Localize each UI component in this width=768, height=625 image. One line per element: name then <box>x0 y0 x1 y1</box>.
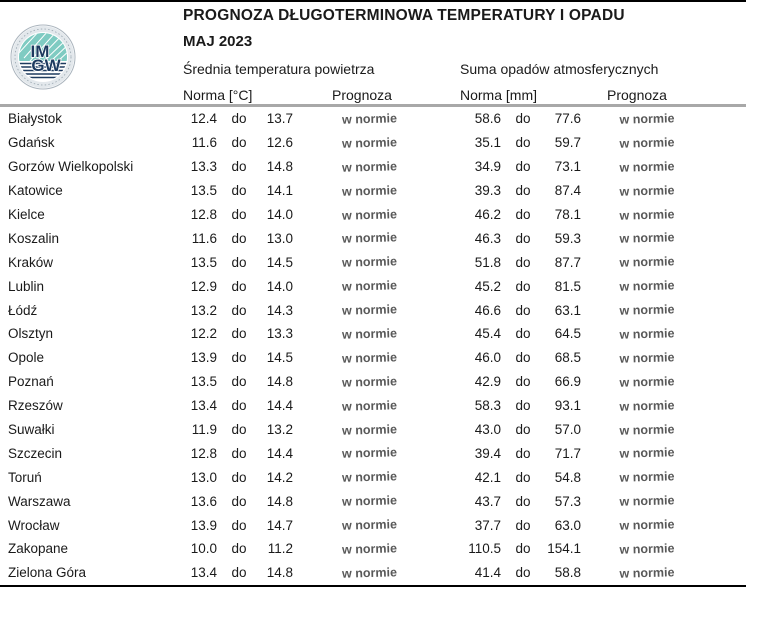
precip-norm-max: 87.4 <box>554 183 581 199</box>
temp-forecast-value: w normie <box>341 302 398 318</box>
temp-norm-min: 12.4 <box>190 111 217 127</box>
precip-norm-min: 41.4 <box>474 565 501 581</box>
precip-forecast-value: w normie <box>619 541 675 557</box>
forecast-table-row <box>0 513 768 537</box>
temp-norm-max: 13.0 <box>266 230 293 246</box>
precip-forecast-value: w normie <box>619 350 675 366</box>
precip-norm-max: 78.1 <box>554 207 581 222</box>
bottom-border-rule <box>0 585 746 587</box>
temp-norm-max: 14.8 <box>266 565 293 581</box>
logo-text-bottom: GW <box>31 56 61 75</box>
precip-norm-min: 51.8 <box>474 254 501 270</box>
temp-forecast-value: w normie <box>341 254 398 270</box>
temp-norm-min: 12.9 <box>190 278 217 294</box>
forecast-table-row <box>0 203 768 227</box>
precip-norm-max: 154.1 <box>547 541 581 557</box>
temp-range-word: do <box>231 278 247 294</box>
temp-norm-min: 13.5 <box>190 374 217 390</box>
precip-forecast-value: w normie <box>619 111 675 127</box>
precip-forecast-value: w normie <box>619 278 675 294</box>
temp-norm-min: 11.6 <box>191 135 217 151</box>
precip-norm-max: 68.5 <box>554 350 581 366</box>
forecast-table-row <box>0 346 768 370</box>
logo-text-top: IM <box>30 42 50 61</box>
forecast-table-row <box>0 465 768 489</box>
city-name: Opole <box>8 350 45 366</box>
precip-norm-min: 58.3 <box>474 398 501 414</box>
temp-range-word: do <box>231 302 247 318</box>
forecast-table-row <box>0 561 768 585</box>
forecast-table-row <box>0 489 768 513</box>
month-subtitle: MAJ 2023 <box>183 33 253 50</box>
precip-norm-max: 54.8 <box>554 469 581 485</box>
city-name: Toruń <box>8 469 42 485</box>
temp-norm-max: 14.5 <box>266 254 293 270</box>
precip-range-word: do <box>515 254 531 270</box>
precip-norm-max: 59.7 <box>554 135 581 151</box>
precip-norm-min: 46.2 <box>474 207 501 222</box>
temp-range-word: do <box>231 207 247 222</box>
temp-norm-max: 13.3 <box>266 326 293 342</box>
precip-range-word: do <box>515 493 531 509</box>
precip-norm-min: 35.1 <box>474 135 501 151</box>
precip-norm-max: 71.7 <box>554 445 581 461</box>
temp-forecast-header: Prognoza <box>332 87 392 103</box>
temp-range-word: do <box>231 565 247 581</box>
precip-range-word: do <box>515 350 531 366</box>
city-name: Łódź <box>8 302 38 318</box>
temp-norm-min: 13.0 <box>190 469 217 485</box>
temp-forecast-value: w normie <box>341 397 398 414</box>
precip-norm-max: 87.7 <box>554 254 581 270</box>
precip-norm-max: 93.1 <box>554 398 581 414</box>
precip-norm-min: 42.9 <box>474 374 501 390</box>
temp-forecast-value: w normie <box>341 182 398 199</box>
top-border-rule <box>0 0 746 2</box>
temp-forecast-value: w normie <box>341 206 398 223</box>
precip-range-word: do <box>515 159 531 175</box>
temp-norm-min: 13.3 <box>190 159 217 175</box>
forecast-table-row <box>0 370 768 394</box>
precip-group-label: Suma opadów atmosferycznych <box>460 61 659 77</box>
temp-norm-min: 11.9 <box>191 422 217 438</box>
temp-norm-max: 14.8 <box>266 159 293 175</box>
precip-norm-min: 34.9 <box>474 159 501 175</box>
temp-norm-max: 14.0 <box>266 207 293 222</box>
temp-forecast-value: w normie <box>341 278 398 294</box>
precip-range-word: do <box>515 183 531 199</box>
temp-range-word: do <box>231 493 247 509</box>
precip-range-word: do <box>515 445 531 461</box>
temp-norm-min: 12.2 <box>190 326 217 342</box>
precip-norm-max: 57.0 <box>554 422 581 438</box>
temp-norm-min: 12.8 <box>190 207 217 222</box>
precip-range-word: do <box>515 135 531 151</box>
precip-forecast-value: w normie <box>619 159 675 175</box>
precip-norm-min: 42.1 <box>474 469 501 485</box>
precip-norm-max: 59.3 <box>554 230 581 246</box>
precip-forecast-value: w normie <box>619 135 675 151</box>
city-name: Katowice <box>8 183 63 199</box>
forecast-table-row <box>0 226 768 250</box>
temp-range-word: do <box>231 422 247 438</box>
temp-range-word: do <box>231 135 247 151</box>
precip-forecast-value: w normie <box>619 182 675 199</box>
temp-norm-max: 12.6 <box>266 135 293 151</box>
temp-norm-min: 13.5 <box>190 254 217 270</box>
temp-norm-max: 14.5 <box>266 350 293 366</box>
temp-forecast-value: w normie <box>341 445 398 462</box>
precip-range-word: do <box>515 326 531 342</box>
city-name: Rzeszów <box>8 398 63 414</box>
temp-range-word: do <box>231 398 247 414</box>
precip-range-word: do <box>515 278 531 294</box>
temp-range-word: do <box>231 183 247 199</box>
temp-norm-min: 13.4 <box>190 565 217 581</box>
temp-range-word: do <box>231 541 247 557</box>
forecast-table-row <box>0 537 768 561</box>
temp-forecast-value: w normie <box>341 493 398 509</box>
city-name: Koszalin <box>8 230 60 246</box>
forecast-table-row <box>0 250 768 274</box>
city-name: Szczecin <box>8 445 63 461</box>
forecast-table-row <box>0 322 768 346</box>
precip-forecast-value: w normie <box>619 421 675 438</box>
precip-range-word: do <box>515 230 531 246</box>
temp-range-word: do <box>231 254 247 270</box>
temp-range-word: do <box>231 469 247 485</box>
temp-norm-max: 14.1 <box>266 183 293 199</box>
forecast-table-body <box>0 107 768 585</box>
precip-norm-min: 43.0 <box>474 422 501 438</box>
temp-norm-min: 12.8 <box>190 445 217 461</box>
precip-norm-max: 57.3 <box>554 493 581 509</box>
temp-forecast-value: w normie <box>341 159 398 175</box>
precip-forecast-value: w normie <box>619 230 675 247</box>
precip-norm-min: 46.3 <box>474 230 501 246</box>
temp-range-word: do <box>231 445 247 461</box>
temp-norm-max: 14.4 <box>266 398 293 414</box>
precip-range-word: do <box>515 517 531 533</box>
temp-norm-min: 13.5 <box>190 183 217 199</box>
precip-forecast-value: w normie <box>619 254 675 270</box>
temp-norm-max: 14.8 <box>266 374 293 390</box>
temp-forecast-value: w normie <box>341 230 398 247</box>
temp-forecast-value: w normie <box>341 374 398 390</box>
forecast-table-row <box>0 418 768 442</box>
city-name: Lublin <box>8 278 45 294</box>
city-name: Kielce <box>8 207 45 222</box>
precip-norm-max: 66.9 <box>554 374 581 390</box>
temp-range-word: do <box>231 350 247 366</box>
precip-forecast-value: w normie <box>619 445 675 462</box>
precip-norm-max: 58.8 <box>554 565 581 581</box>
temp-forecast-value: w normie <box>341 421 398 438</box>
precip-range-word: do <box>515 541 531 557</box>
precip-forecast-value: w normie <box>619 469 675 486</box>
precip-norm-min: 45.2 <box>474 278 501 294</box>
precip-range-word: do <box>515 374 531 390</box>
precip-range-word: do <box>515 565 531 581</box>
precip-forecast-value: w normie <box>619 517 675 533</box>
temp-forecast-value: w normie <box>341 111 398 127</box>
forecast-table-row <box>0 179 768 203</box>
temp-forecast-value: w normie <box>341 469 398 486</box>
city-name: Kraków <box>8 254 54 270</box>
forecast-table-row <box>0 298 768 322</box>
temp-norm-max: 14.8 <box>266 493 293 509</box>
city-name: Białystok <box>8 111 63 127</box>
forecast-table-row <box>0 107 768 131</box>
temp-range-word: do <box>231 517 247 533</box>
city-name: Gorzów Wielkopolski <box>8 159 134 175</box>
city-name: Zielona Góra <box>8 565 87 581</box>
city-name: Olsztyn <box>8 326 54 342</box>
temp-norm-max: 14.2 <box>266 469 293 485</box>
temp-norm-min: 13.9 <box>190 350 217 366</box>
city-name: Suwałki <box>8 422 55 438</box>
precip-norm-max: 64.5 <box>554 326 581 342</box>
temp-norm-max: 11.2 <box>267 541 293 557</box>
precip-forecast-value: w normie <box>619 374 675 390</box>
imgw-logo-icon <box>10 24 76 90</box>
temp-norm-max: 14.4 <box>266 445 293 461</box>
temp-norm-max: 14.7 <box>266 517 293 533</box>
temp-norm-min: 13.9 <box>190 517 217 533</box>
precip-norm-min: 45.4 <box>474 326 501 342</box>
precip-range-word: do <box>515 469 531 485</box>
temp-norm-min: 13.2 <box>190 302 217 318</box>
temp-forecast-value: w normie <box>341 135 398 151</box>
temp-norm-max: 13.2 <box>266 422 293 438</box>
temp-group-label: Średnia temperatura powietrza <box>183 61 375 77</box>
temp-forecast-value: w normie <box>341 350 398 366</box>
precip-norm-max: 63.0 <box>554 517 581 533</box>
temp-forecast-value: w normie <box>341 326 398 342</box>
precip-forecast-value: w normie <box>619 493 675 509</box>
precip-norm-min: 39.4 <box>474 445 501 461</box>
forecast-table-row <box>0 441 768 465</box>
precip-norm-min: 46.0 <box>474 350 501 366</box>
precip-norm-min: 43.7 <box>474 493 501 509</box>
precip-norm-min: 58.6 <box>474 111 501 127</box>
precip-norm-min: 46.6 <box>474 302 501 318</box>
temp-norm-header: Norma [°C] <box>183 87 253 103</box>
city-name: Zakopane <box>8 541 69 557</box>
precip-forecast-value: w normie <box>619 397 675 414</box>
temp-range-word: do <box>231 111 247 127</box>
forecast-table-row <box>0 131 768 155</box>
precip-norm-max: 63.1 <box>554 302 581 318</box>
temp-forecast-value: w normie <box>341 541 398 557</box>
precip-forecast-value: w normie <box>619 206 675 223</box>
precip-forecast-value: w normie <box>619 326 675 342</box>
forecast-table-row <box>0 394 768 418</box>
precip-norm-min: 39.3 <box>474 183 501 199</box>
city-name: Poznań <box>8 374 54 390</box>
temp-norm-min: 13.6 <box>190 493 217 509</box>
temp-norm-max: 14.0 <box>266 278 293 294</box>
temp-forecast-value: w normie <box>341 517 398 533</box>
temp-norm-min: 11.6 <box>191 230 217 246</box>
city-name: Gdańsk <box>8 135 55 151</box>
city-name: Wrocław <box>8 517 60 533</box>
forecast-table-row <box>0 274 768 298</box>
precip-forecast-value: w normie <box>619 302 675 318</box>
temp-norm-max: 14.3 <box>266 302 293 318</box>
temp-forecast-value: w normie <box>341 565 398 581</box>
precip-forecast-value: w normie <box>619 565 675 581</box>
temp-norm-min: 10.0 <box>190 541 217 557</box>
precip-norm-header: Norma [mm] <box>460 87 537 103</box>
page-title: PROGNOZA DŁUGOTERMINOWA TEMPERATURY I OPADU <box>183 7 625 24</box>
forecast-table-row <box>0 155 768 179</box>
precip-norm-max: 73.1 <box>554 159 581 175</box>
temp-range-word: do <box>231 374 247 390</box>
temp-norm-max: 13.7 <box>266 111 293 127</box>
precip-range-word: do <box>515 422 531 438</box>
city-name: Warszawa <box>8 493 71 509</box>
precip-forecast-header: Prognoza <box>607 87 667 103</box>
temp-range-word: do <box>231 230 247 246</box>
temp-range-word: do <box>231 326 247 342</box>
temp-range-word: do <box>231 159 247 175</box>
temp-norm-min: 13.4 <box>190 398 217 414</box>
precip-range-word: do <box>515 207 531 222</box>
precip-range-word: do <box>515 111 531 127</box>
precip-range-word: do <box>515 398 531 414</box>
precip-norm-min: 110.5 <box>468 541 501 557</box>
precip-norm-min: 37.7 <box>474 517 501 533</box>
precip-range-word: do <box>515 302 531 318</box>
precip-norm-max: 81.5 <box>554 278 581 294</box>
precip-norm-max: 77.6 <box>554 111 581 127</box>
